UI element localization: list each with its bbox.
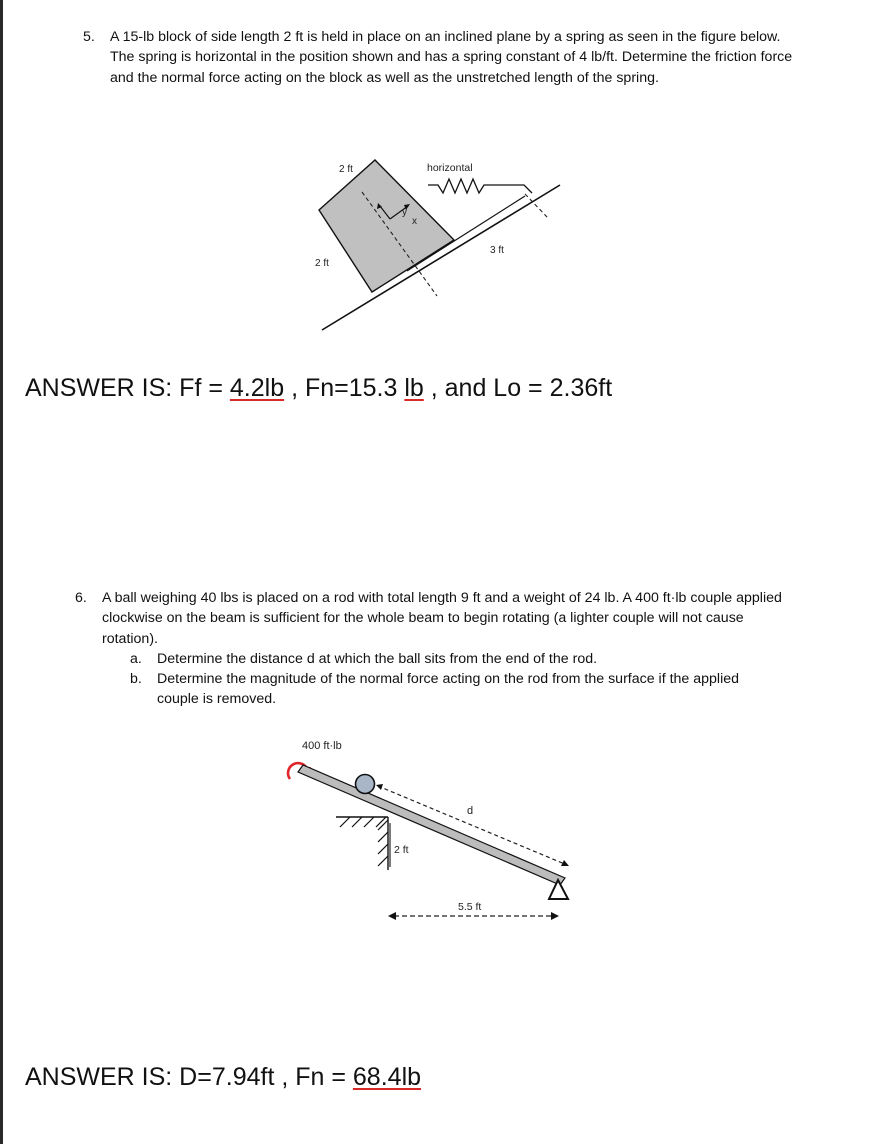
pin-support (549, 880, 568, 899)
d-label: d (467, 805, 474, 817)
answer-5-normal-unit: lb (404, 374, 424, 402)
left-side-label: 2 ft (315, 258, 329, 269)
answer-5-prefix: ANSWER IS: Ff = (25, 374, 230, 402)
spring-label: horizontal (427, 162, 473, 174)
problem-5-number: 5. (83, 29, 95, 45)
width-label: 5.5 ft (458, 901, 482, 913)
answer-5-length: , and Lo = 2.36ft (423, 374, 613, 402)
top-side-label: 2 ft (339, 164, 353, 175)
answer-5-friction: 4.2lb (229, 374, 285, 402)
answer-6-normal: 68.4lb (352, 1063, 422, 1091)
ball (356, 775, 375, 794)
answer-5-normal: , Fn=15.3 (284, 374, 405, 402)
item-a-mark: a. (130, 651, 142, 667)
x-axis-label: x (412, 216, 417, 227)
problem-6-text: A ball weighing 40 lbs is placed on a rod with total length 9 ft and a weight of 24 lb. A 400 ft·lb couple applied clockwise on the beam is sufficient for the whole beam to begin rotating (a lighter couple will not cause rotation). (102, 590, 782, 647)
item-b-mark: b. (130, 671, 142, 687)
couple-label: 400 ft·lb (302, 740, 342, 752)
height-label: 2 ft (394, 844, 409, 856)
answer-6 (25, 1062, 421, 1092)
problem-5-text: A 15-lb block of side length 2 ft is held in place on an inclined plane by a spring as seen in the figure below. The spring is horizontal in the position shown and has a spring constant of 4 lb/ft. Determine the friction force and the normal force acting on the block as well as the unstretched length of the spring. (110, 29, 793, 86)
item-a-text: Determine the distance d at which the ball sits from the end of the rod. (157, 651, 598, 667)
y-axis-label: y (402, 207, 407, 218)
rod (298, 765, 565, 885)
item-b-text: Determine the magnitude of the normal force acting on the rod from the surface if the applied couple is removed. (157, 671, 740, 708)
answer-6-prefix: ANSWER IS: D=7.94ft , Fn = (25, 1063, 353, 1091)
problem-6-number: 6. (75, 590, 87, 606)
distance-label: 3 ft (490, 245, 504, 256)
